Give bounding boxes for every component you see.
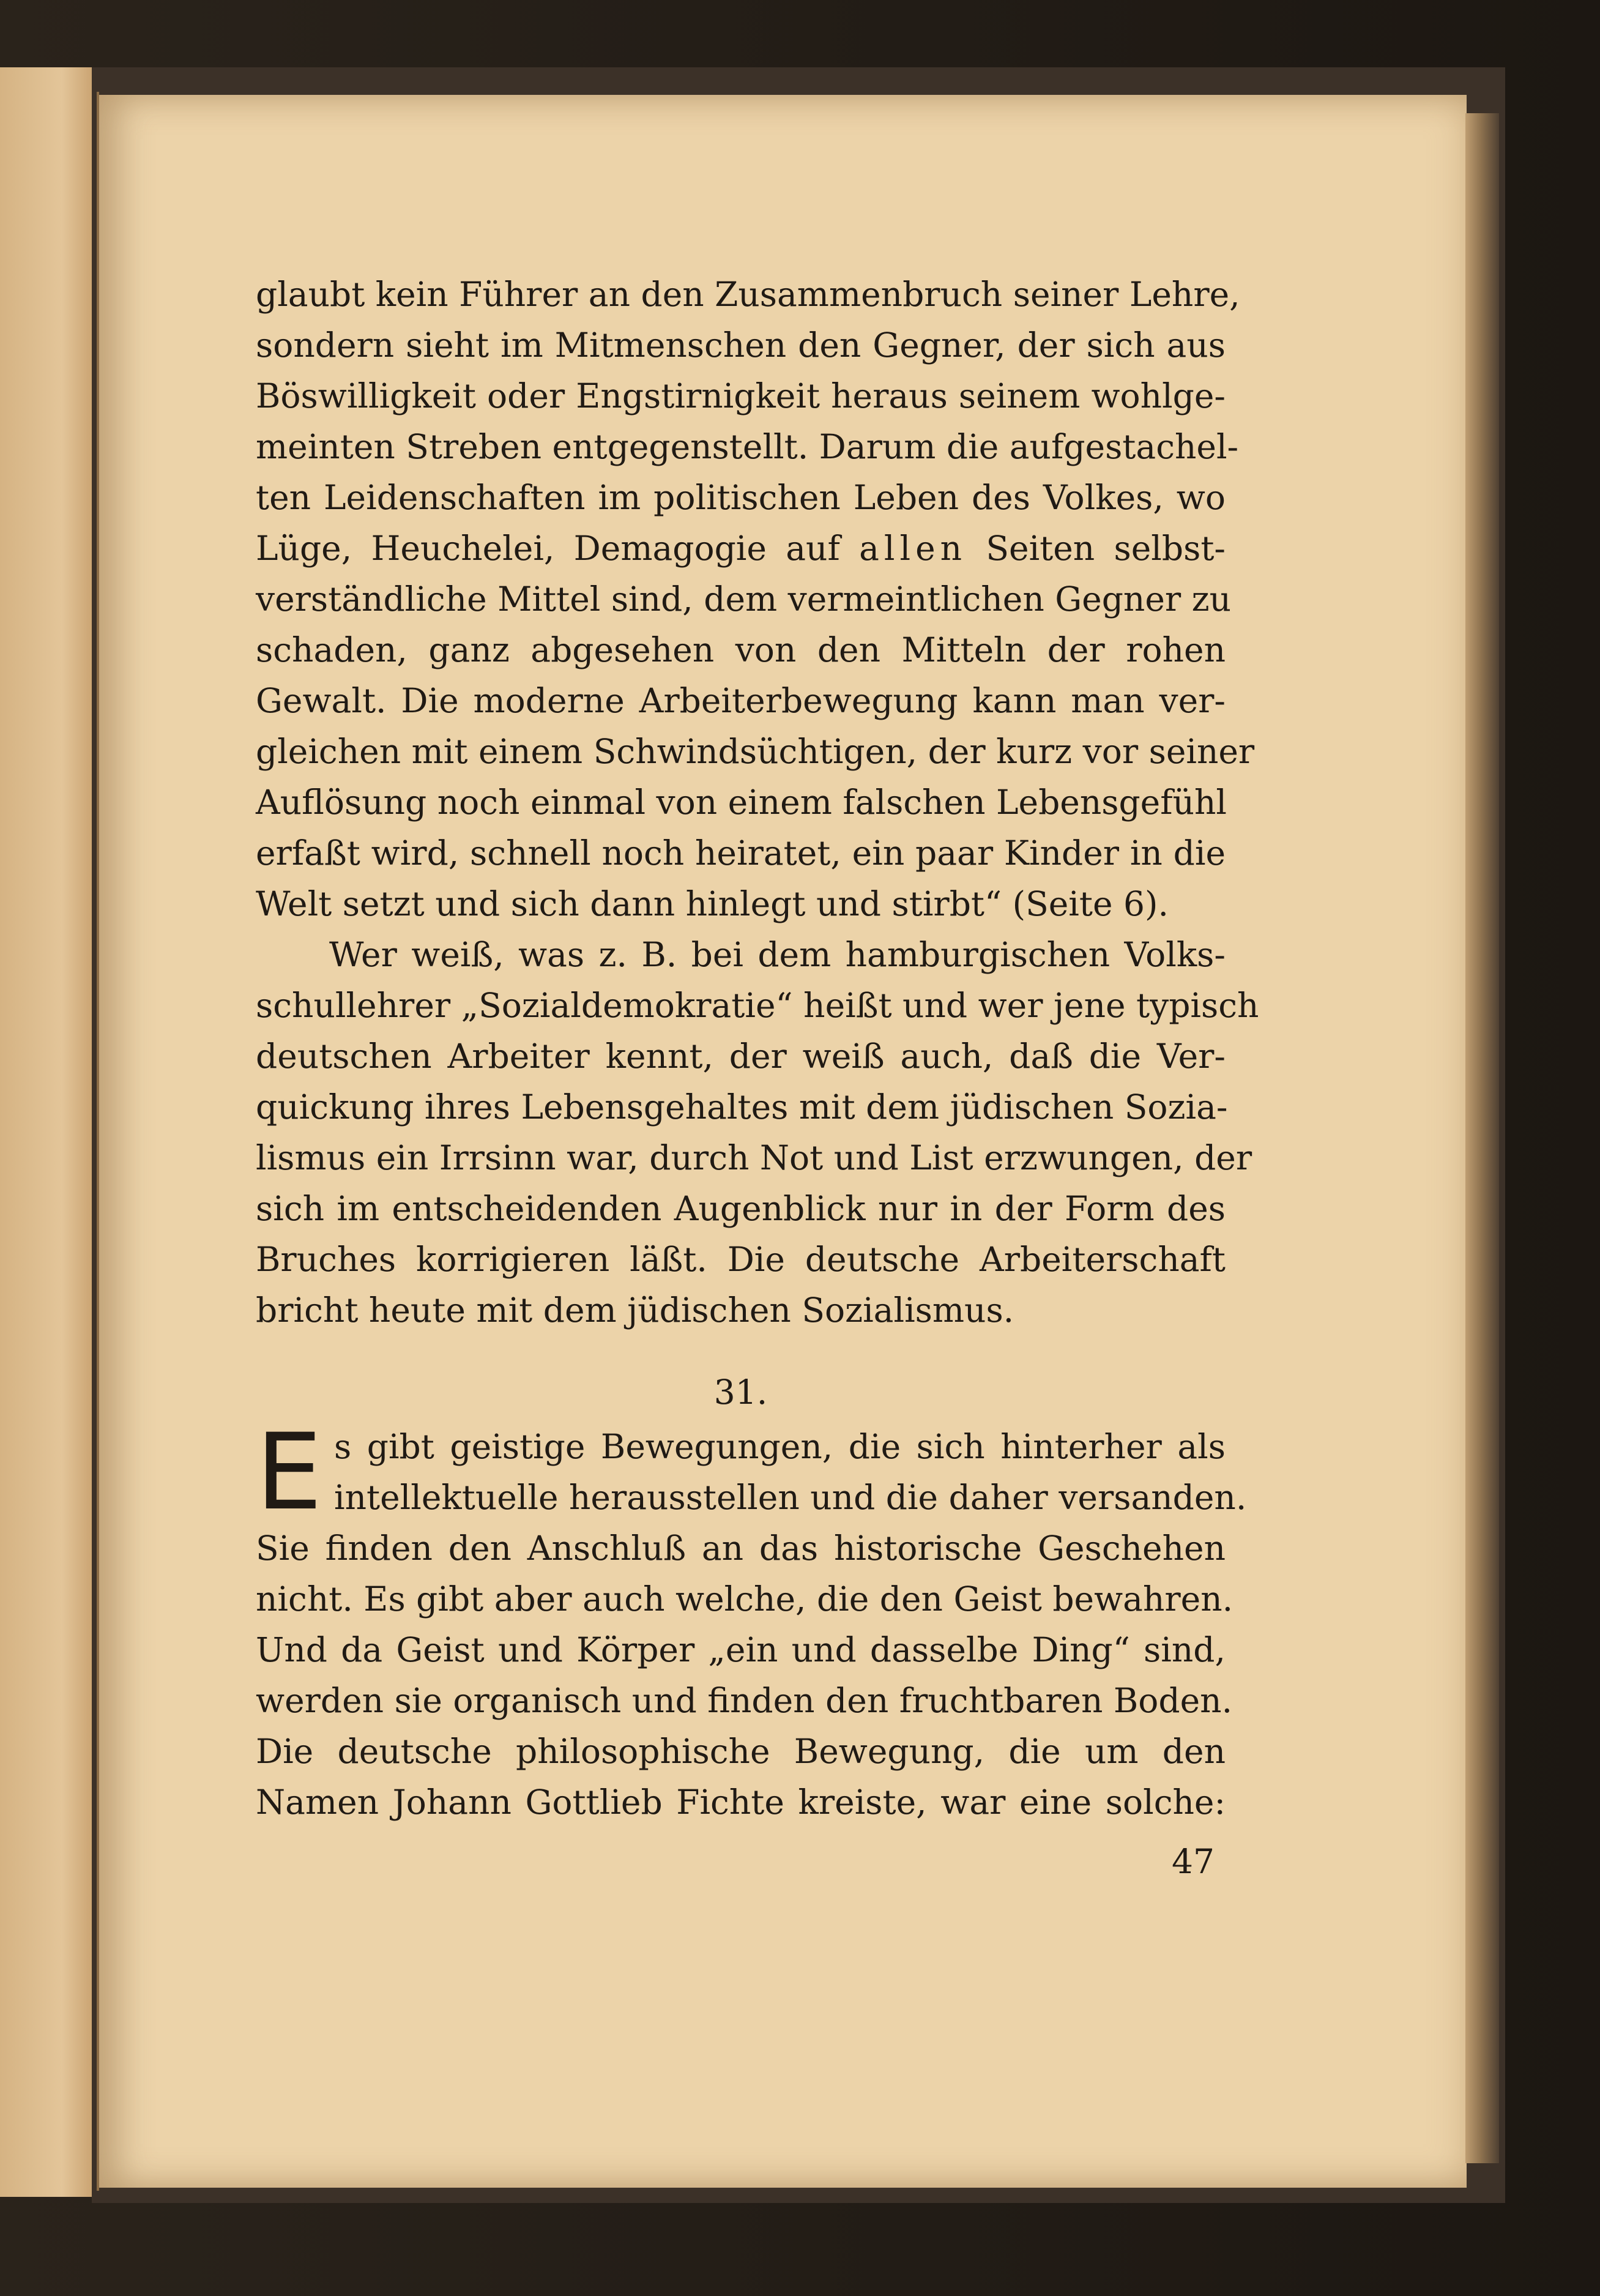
text-line: Die deutsche philosophische Bewegung, die um den — [256, 1732, 1226, 1771]
text-line: s gibt geistige Bewegungen, die sich hinterher als — [334, 1427, 1226, 1466]
section-number: 31. — [713, 1373, 768, 1412]
text-segment: Lüge, Heuchelei, Demagogie auf — [256, 529, 840, 568]
text-line: glaubt kein Führer an den Zusammenbruch seiner Lehre, — [256, 275, 1240, 314]
text-line: werden sie organisch und finden den fruchtbaren Boden. — [256, 1681, 1233, 1720]
emphasized-word: allen — [859, 529, 967, 568]
text-line: Namen Johann Gottlieb Fichte kreiste, war eine solche: — [256, 1783, 1226, 1822]
text-line: sondern sieht im Mitmenschen den Gegner, der sich aus — [256, 326, 1226, 365]
text-line: Welt setzt und sich dann hinlegt und stirbt“ (Seite 6). — [256, 884, 1169, 923]
text-line: lismus ein Irrsinn war, durch Not und List erzwungen, der — [256, 1138, 1252, 1177]
page-number: 47 — [1172, 1842, 1215, 1881]
drop-cap: E — [256, 1411, 322, 1534]
text-line: intellektuelle herausstellen und die daher versanden. — [334, 1478, 1247, 1517]
text-line: nicht. Es gibt aber auch welche, die den Geist bewahren. — [256, 1579, 1233, 1619]
page-text — [256, 269, 1259, 1828]
text-line: Sie finden den Anschluß an das historische Geschehen — [256, 1529, 1226, 1568]
text-line: Und da Geist und Körper „ein und dasselbe Ding“ sind, — [256, 1630, 1226, 1669]
text-line: Gewalt. Die moderne Arbeiterbewegung kann man ver- — [256, 681, 1226, 720]
text-line: meinten Streben entgegenstellt. Darum die aufgestachel- — [256, 427, 1239, 466]
paragraph — [256, 930, 1259, 1336]
text-line: bricht heute mit dem jüdischen Sozialismus. — [256, 1291, 1014, 1330]
text-line: erfaßt wird, schnell noch heiratet, ein paar Kinder in die — [256, 833, 1226, 873]
text-line — [256, 523, 1226, 574]
text-segment: Seiten selbst- — [986, 529, 1226, 568]
text-line: verständliche Mittel sind, dem vermeintlichen Gegner zu — [256, 580, 1232, 619]
text-line: quickung ihres Lebensgehaltes mit dem jüdischen Sozia- — [256, 1087, 1228, 1127]
text-line: ten Leidenschaften im politischen Leben des Volkes, wo — [256, 478, 1226, 517]
text-line: schaden, ganz abgesehen von den Mitteln der rohen — [256, 630, 1226, 669]
page-gutter — [97, 92, 99, 2191]
text-line: schullehrer „Sozialdemokratie“ heißt und wer jene typisch — [256, 986, 1259, 1025]
paragraph — [256, 269, 1255, 930]
paragraph — [256, 1411, 1247, 1828]
text-line: gleichen mit einem Schwindsüchtigen, der kurz vor seiner — [256, 732, 1255, 771]
text-line: Böswilligkeit oder Engstirnigkeit heraus seinem wohlge- — [256, 376, 1226, 416]
text-line: Wer weiß, was z. B. bei dem hamburgischen Volks- — [329, 935, 1226, 974]
text-line: sich im entscheidenden Augenblick nur in der Form des — [256, 1189, 1226, 1228]
page-stack-edge — [1465, 113, 1499, 2163]
text-line: Auflösung noch einmal von einem falschen Lebensgefühl — [256, 783, 1227, 822]
facing-page-edge — [0, 67, 103, 2197]
text-line: deutschen Arbeiter kennt, der weiß auch, daß die Ver- — [256, 1037, 1226, 1076]
text-line: Bruches korrigieren läßt. Die deutsche Arbeiterschaft — [256, 1240, 1226, 1279]
